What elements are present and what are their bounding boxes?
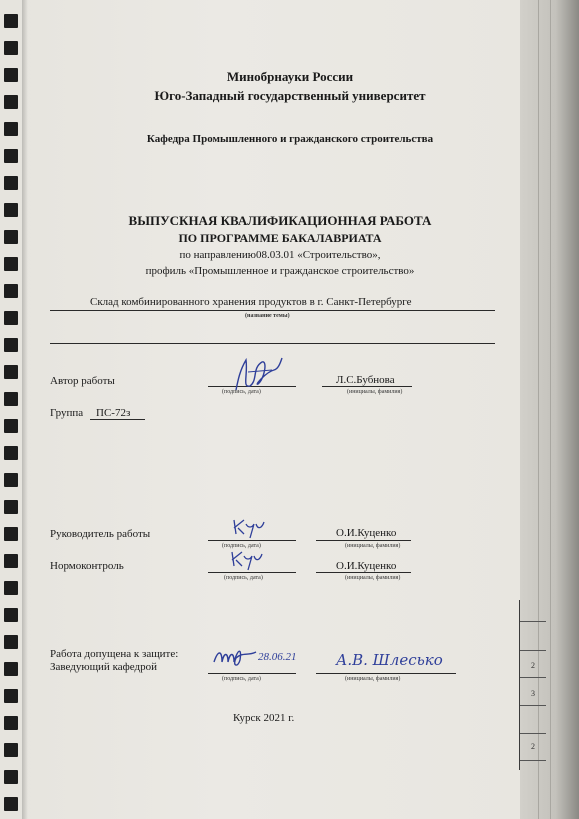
normcontrol-label: Нормоконтроль xyxy=(50,560,124,572)
binding-hole xyxy=(4,257,18,271)
topic-second-line xyxy=(50,343,495,344)
department-name: Кафедра Промышленного и гражданского строительства xyxy=(146,133,434,145)
group-value: ПС-72з xyxy=(96,407,131,419)
binding-hole xyxy=(4,446,18,460)
binding-hole xyxy=(4,41,18,55)
binding-hole xyxy=(4,635,18,649)
spiral-binding xyxy=(0,0,22,819)
author-sign-caption: (подпись, дата) xyxy=(222,389,261,395)
binding-hole xyxy=(4,473,18,487)
topic-title: Склад комбинированного хранения продуктов в г. Санкт-Петербурге xyxy=(90,296,412,308)
author-name-caption: (инициалы, фамилия) xyxy=(347,389,403,395)
supervisor-name-line xyxy=(316,540,411,541)
university-name: Юго-Западный государственный университет xyxy=(154,88,426,103)
binding-hole xyxy=(4,554,18,568)
supervisor-label: Руководитель работы xyxy=(50,528,151,540)
direction-text: по направлению08.03.01 «Строительство», xyxy=(179,249,381,261)
group-label: Группа xyxy=(50,407,84,419)
binding-hole xyxy=(4,716,18,730)
underlying-sheet xyxy=(520,0,579,819)
binding-hole xyxy=(4,338,18,352)
frame-border-line xyxy=(519,600,520,770)
normcontrol-signature xyxy=(228,546,264,572)
topic-underline xyxy=(50,310,495,311)
head-sign-line xyxy=(208,673,296,674)
stamp-digit: 2 xyxy=(531,742,535,751)
binding-hole xyxy=(4,14,18,28)
normcontrol-sign-caption: (подпись, дата) xyxy=(224,575,263,581)
normcontrol-name-caption: (инициалы, фамилия) xyxy=(345,575,401,581)
head-sign-date: 28.06.21 xyxy=(258,651,297,663)
head-name-caption: (инициалы, фамилия) xyxy=(345,676,401,682)
binding-shadow xyxy=(22,0,28,819)
binding-hole xyxy=(4,203,18,217)
binding-hole xyxy=(4,581,18,595)
binding-hole xyxy=(4,419,18,433)
head-signature xyxy=(212,642,258,672)
binding-hole xyxy=(4,95,18,109)
profile-text: профиль «Промышленное и гражданское строительство» xyxy=(145,265,415,277)
binding-hole xyxy=(4,311,18,325)
binding-hole xyxy=(4,743,18,757)
group-underline xyxy=(90,419,145,420)
head-of-department-label: Заведующий кафедрой xyxy=(50,661,157,673)
binding-hole xyxy=(4,149,18,163)
binding-hole xyxy=(4,284,18,298)
binding-hole xyxy=(4,392,18,406)
head-name-handwritten: А.В. Шлесько xyxy=(336,651,443,669)
binding-hole xyxy=(4,230,18,244)
stamp-digit: 3 xyxy=(531,689,535,698)
stamp-digit: 2 xyxy=(531,661,535,670)
author-signature xyxy=(228,350,288,395)
binding-hole xyxy=(4,176,18,190)
admission-label: Работа допущена к защите: xyxy=(50,648,179,660)
normcontrol-name-line xyxy=(316,572,411,573)
head-name-line xyxy=(316,673,456,674)
city-year: Курск 2021 г. xyxy=(233,712,295,724)
binding-hole xyxy=(4,689,18,703)
supervisor-signature xyxy=(230,514,266,540)
binding-hole xyxy=(4,797,18,811)
document-title: ВЫПУСКНАЯ КВАЛИФИКАЦИОННАЯ РАБОТА xyxy=(128,213,432,228)
supervisor-name-caption: (инициалы, фамилия) xyxy=(345,543,401,549)
normcontrol-name: О.И.Куценко xyxy=(336,560,397,572)
normcontrol-sign-line xyxy=(208,572,296,573)
binding-hole xyxy=(4,68,18,82)
supervisor-sign-caption: (подпись, дата) xyxy=(222,543,261,549)
topic-caption: (название темы) xyxy=(245,313,290,319)
supervisor-sign-line xyxy=(208,540,296,541)
binding-hole xyxy=(4,662,18,676)
document-subtitle: ПО ПРОГРАММЕ БАКАЛАВРИАТА xyxy=(178,231,382,245)
ministry-name: Минобрнауки России xyxy=(226,69,354,84)
author-name-line xyxy=(322,386,412,387)
binding-hole xyxy=(4,122,18,136)
binding-hole xyxy=(4,608,18,622)
binding-hole xyxy=(4,500,18,514)
binding-hole xyxy=(4,527,18,541)
head-sign-caption: (подпись, дата) xyxy=(222,676,261,682)
author-label: Автор работы xyxy=(50,375,115,387)
supervisor-name: О.И.Куценко xyxy=(336,527,397,539)
author-name: Л.С.Бубнова xyxy=(336,374,395,386)
binding-hole xyxy=(4,365,18,379)
binding-hole xyxy=(4,770,18,784)
